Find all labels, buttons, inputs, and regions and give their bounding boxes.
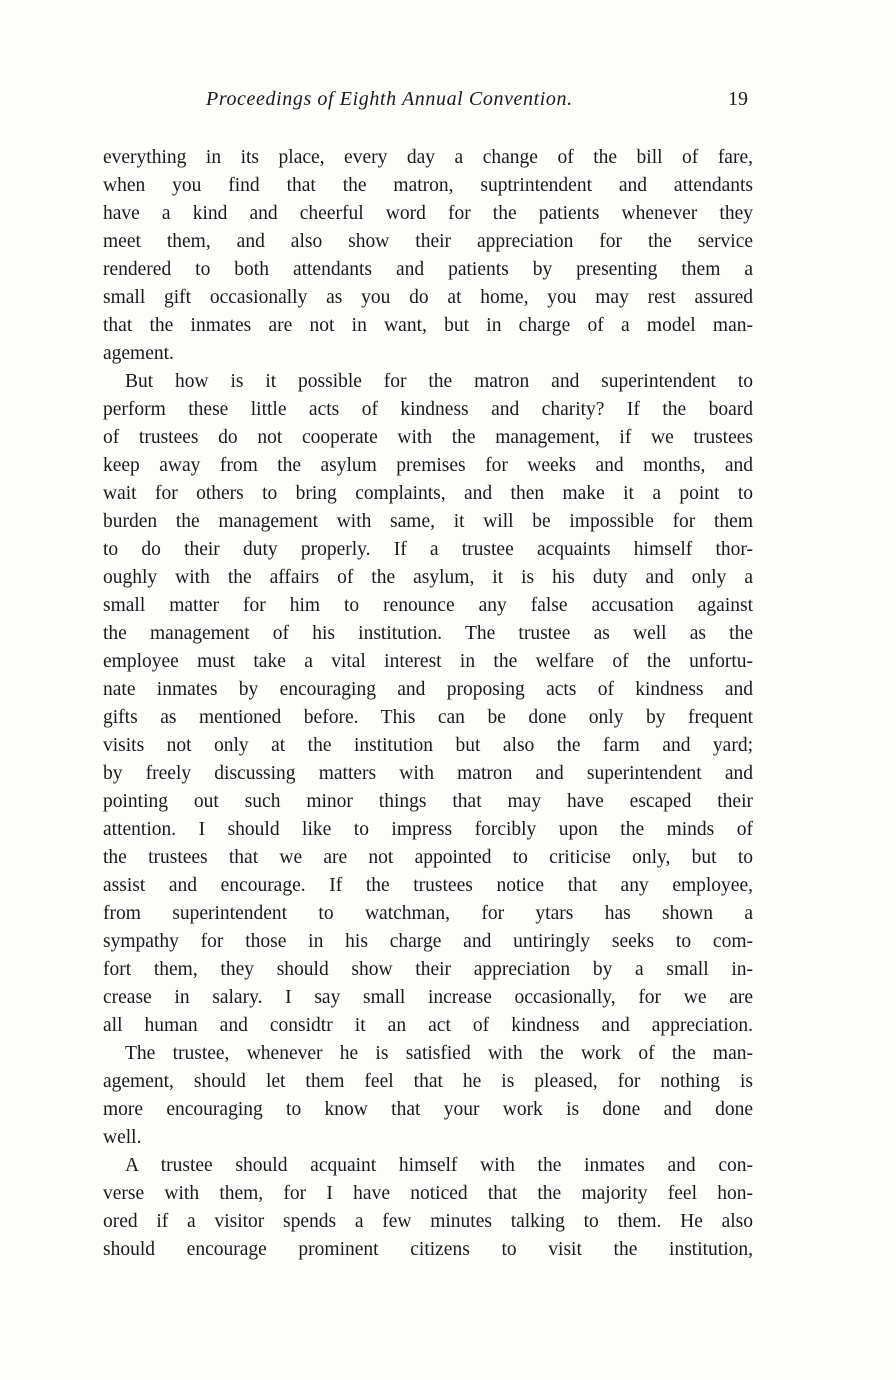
text-line: verse with them, for I have noticed that the majority feel hon- (103, 1183, 753, 1204)
text-line: of trustees do not cooperate with the management, if we trustees (103, 427, 753, 448)
text-line: from superintendent to watchman, for ytars has shown a (103, 903, 753, 924)
text-line: by freely discussing matters with matron and superintendent and (103, 763, 753, 784)
text-line: gifts as mentioned before. This can be done only by frequent (103, 707, 753, 728)
text-line: The trustee, whenever he is satisfied with the work of the man- (125, 1043, 753, 1064)
text-line: small gift occasionally as you do at home, you may rest assured (103, 287, 753, 308)
text-line: oughly with the affairs of the asylum, it is his duty and only a (103, 567, 753, 588)
text-line: agement, should let them feel that he is pleased, for nothing is (103, 1071, 753, 1092)
text-line: assist and encourage. If the trustees notice that any employee, (103, 875, 753, 896)
text-line: fort them, they should show their appreciation by a small in- (103, 959, 753, 980)
text-line: the management of his institution. The trustee as well as the (103, 623, 753, 644)
text-line: visits not only at the institution but also the farm and yard; (103, 735, 753, 756)
page-number: 19 (728, 88, 748, 110)
text-line: more encouraging to know that your work is done and done (103, 1099, 753, 1120)
page-header (0, 88, 896, 120)
text-line: employee must take a vital interest in the welfare of the unfortu- (103, 651, 753, 672)
text-line: the trustees that we are not appointed to criticise only, but to (103, 847, 753, 868)
text-line: everything in its place, every day a change of the bill of fare, (103, 147, 753, 168)
running-title: Proceedings of Eighth Annual Convention. (206, 88, 573, 110)
text-line: agement. (103, 343, 174, 364)
text-line: perform these little acts of kindness and charity? If the board (103, 399, 753, 420)
text-line: rendered to both attendants and patients by presenting them a (103, 259, 753, 280)
text-line: small matter for him to renounce any false accusation against (103, 595, 753, 616)
text-line: ored if a visitor spends a few minutes talking to them. He also (103, 1211, 753, 1232)
text-line: burden the management with same, it will be impossible for them (103, 511, 753, 532)
text-line: when you find that the matron, suptrintendent and attendants (103, 175, 753, 196)
text-line: to do their duty properly. If a trustee acquaints himself thor- (103, 539, 753, 560)
text-line: well. (103, 1127, 142, 1148)
text-line: should encourage prominent citizens to visit the institution, (103, 1239, 753, 1260)
text-line: But how is it possible for the matron and superintendent to (125, 371, 753, 392)
text-line: A trustee should acquaint himself with the inmates and con- (125, 1155, 753, 1176)
text-line: pointing out such minor things that may have escaped their (103, 791, 753, 812)
text-line: wait for others to bring complaints, and then make it a point to (103, 483, 753, 504)
text-line: that the inmates are not in want, but in charge of a model man- (103, 315, 753, 336)
text-line: sympathy for those in his charge and untiringly seeks to com- (103, 931, 753, 952)
text-line: nate inmates by encouraging and proposing acts of kindness and (103, 679, 753, 700)
text-line: crease in salary. I say small increase occasionally, for we are (103, 987, 753, 1008)
text-line: all human and considtr it an act of kindness and appreciation. (103, 1015, 753, 1036)
body-text (103, 144, 753, 1264)
text-line: meet them, and also show their appreciation for the service (103, 231, 753, 252)
text-line: attention. I should like to impress forcibly upon the minds of (103, 819, 753, 840)
text-line: have a kind and cheerful word for the patients whenever they (103, 203, 753, 224)
text-line: keep away from the asylum premises for weeks and months, and (103, 455, 753, 476)
